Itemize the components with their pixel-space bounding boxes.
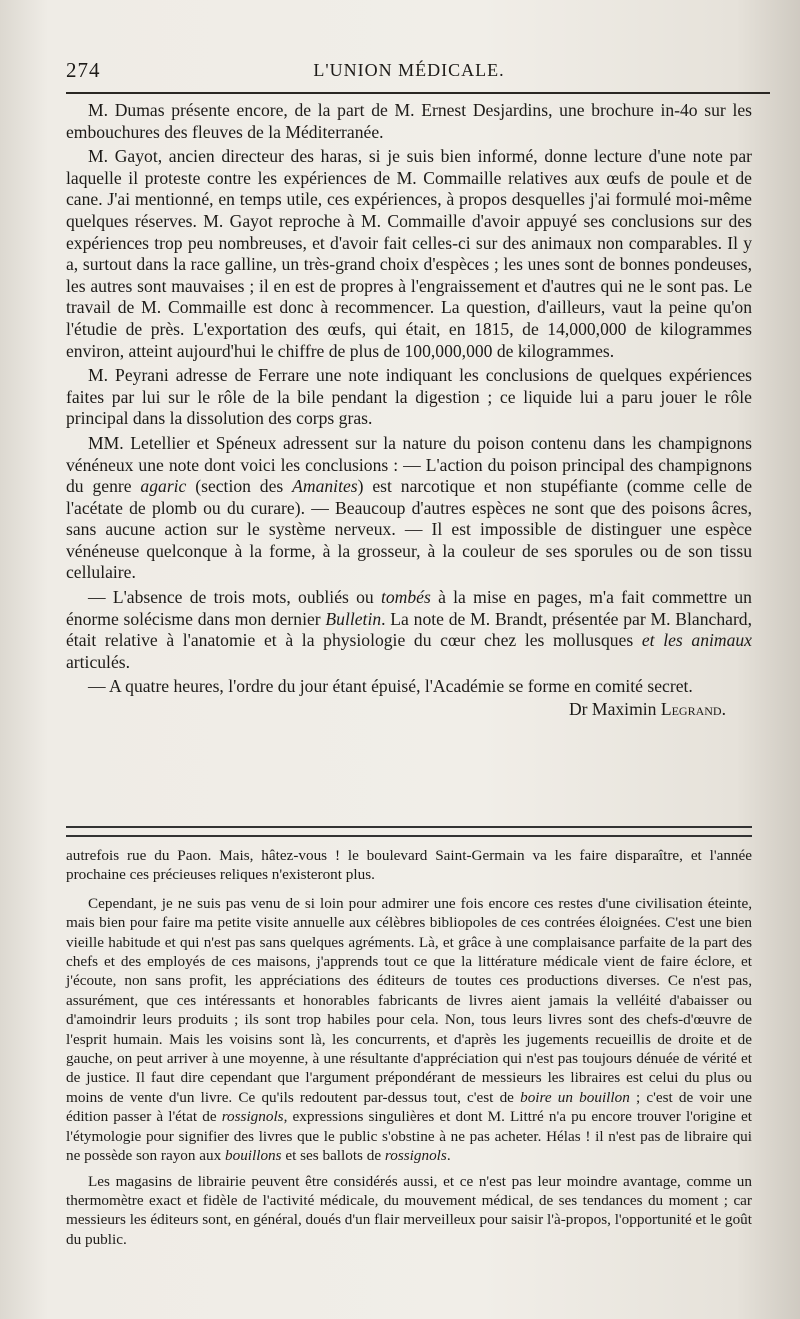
italic-boire-un-bouillon: boire un bouillon (520, 1088, 630, 1106)
italic-animaux: et les animaux (641, 630, 752, 651)
text-run: . (446, 1147, 451, 1165)
italic-bulletin: Bulletin (325, 608, 382, 629)
paragraph-erratum (66, 587, 752, 673)
paragraph-magasins: Les magasins de librairie peuvent être considérés aussi, et ce n'est pas leur moindre avantage, comme un thermomètre exact et fidèle de l'activité médicale, du mouvement médical, de ses tendances du moment ; car messieurs les éditeurs sont, en général, doués d'un flair merveilleux pour saisir l'à-propos, l'opportunité et le goût du public. (66, 1172, 752, 1248)
paragraph-comite: — A quatre heures, l'ordre du jour étant épuisé, l'Académie se forme en comité secret. (88, 676, 693, 697)
italic-rossignols: rossignols (384, 1147, 447, 1165)
italic-bouillons: bouillons (225, 1147, 282, 1165)
signature-prefix: Dr Maximin (568, 699, 661, 720)
signature (66, 699, 752, 721)
signature-name: Legrand. (660, 699, 726, 720)
paragraph-bibliopoles (66, 894, 752, 1166)
feuilleton-column (66, 846, 752, 1255)
italic-tombes: tombés (380, 587, 431, 608)
paragraph-peyrani: M. Peyrani adresse de Ferrare une note indiquant les conclusions de quelques expériences faites par lui sur le rôle de la bile pendant la digestion ; ce liquide lui a paru jouer le rôle principal dans la dissolution des corps gras. (66, 365, 752, 429)
journal-title: L'UNION MÉDICALE. (313, 60, 505, 80)
text-run: — L'absence de trois mots, oubliés ou (88, 587, 381, 608)
paragraph-letellier (66, 433, 752, 584)
text-run: à la mise en pages, m'a fait commettre un énorme solécisme dans mon dernier (66, 587, 752, 629)
italic-amanites: Amanites (292, 476, 358, 497)
text-run: et ses ballots de (281, 1147, 385, 1165)
header-rule (66, 92, 770, 94)
page-number: 274 (66, 58, 101, 82)
paragraph-gayot: M. Gayot, ancien directeur des haras, si je suis bien informé, donne lecture d'une note par laquelle il proteste contre les expériences de M. Commaille relatives aux œufs de poule et de cane. J'ai mentionné, en temps utile, ces expériences, à propos desquelles j'ai formulé moi-même quelques réserves. M. Gayot reproche à M. Commaille d'avoir appuyé ses conclusions sur des expériences trop peu nombreuses, et d'avoir fait celles-ci sur des animaux non comparables. Il y a, surtout dans la race galline, un très-grand choix d'espèces ; les unes sont de bonnes pondeuses, les autres sont mauvaises ; il en est de propres à l'engraissement et d'autres qui ne le sont pas. Le travail de M. Commaille est donc à recommencer. La question, d'ailleurs, vaut la peine qu'on l'étudie de près. L'exportation des œufs, qui était, en 1815, de 14,000,000 de kilogrammes environ, atteint aujourd'hui le chiffre de plus de 100,000,000 de kilogrammes. (66, 146, 752, 361)
italic-agaric: agaric (140, 476, 187, 497)
text-run: Cependant, je ne suis pas venu de si loin pour admirer une fois encore ces restes d'une civilisation éteinte, mais bien pour faire ma petite visite annuelle aux célèbres bibliopoles de ces contrées éloignées. C'est une bien vieille habitude et qui n'est pas sans quelques agréments. Là, et grâce à une complaisance parfaite de la part des chefs et des employés de ces maisons, j'apprends tout ce que la littérature médicale vient de faire éclore, et j'écoute, non sans profit, les appréciations des éditeurs de toutes ces productions diverses. Ce n'est pas, assurément, que ces intéressants et honorables fabricants de livres aient jamais la velléité d'abaisser ou d'amoindrir leurs produits ; ils sont trop habiles pour cela. Non, tous leurs livres sont des chefs-d'œuvre de l'esprit humain. Mais les voisins sont là, les concurrents, et d'après les jugements recueillis de droite et de gauche, on peut arriver à une moyenne, à une résultante d'appréciation qui n'est pas toujours dénuée de vérité et de justice. Il faut dire cependant que l'argument prépondérant de messieurs les libraires est celui du plus ou moins de vente d'un livre. Ce qu'ils redoutent par-dessus tout, c'est de (66, 894, 752, 1106)
italic-rossignols: rossignols (221, 1108, 284, 1126)
paragraph-rue-du-paon: autrefois rue du Paon. Mais, hâtez-vous ! le boulevard Saint-Germain va les faire disparaître, et l'année prochaine ces précieuses reliques n'existeront plus. (66, 847, 752, 884)
text-run: . La note de M. Brandt, présentée par M. Blanchard, était relative à l'anatomie et à la physiologie du cœur chez les mollusques (66, 608, 753, 651)
paragraph-dumas: M. Dumas présente encore, de la part de M. Ernest Desjardins, une brochure in-4o sur les embouchures des fleuves de la Méditerranée. (66, 100, 752, 142)
text-run: , expressions singulières et dont M. Littré n'a pu encore trouver l'origine et l'étymologie pour signifier des livres que le public s'obstine à ne pas acheter. Hélas ! il n'est pas de libraire qui ne possède son rayon aux (66, 1108, 752, 1165)
text-run: ; c'est de voir une édition passer à l'état de (66, 1088, 753, 1126)
feuilleton-separator (66, 826, 752, 837)
text-run: (section des (186, 476, 293, 497)
text-run: articulés. (66, 651, 130, 672)
bulletin-column (66, 100, 752, 721)
text-run: MM. Letellier et Spéneux adressent sur la nature du poison contenu dans les champignons vénéneux une note dont voici les conclusions : — L'action du poison principal des champignons du genre (66, 432, 752, 497)
text-run: ) est narcotique et non stupéfiante (comme celle de l'acétate de plomb ou du curare). — Beaucoup d'autres espèces ne sont que des poisons âcres, sans aucune action sur le système nerveux. — Il est impossible de distinguer une espèce vénéneuse quelconque à la forme, à la grosseur, à la couleur de ses sporules ou de son tissu cellulaire. (66, 476, 752, 583)
running-head (66, 58, 752, 86)
